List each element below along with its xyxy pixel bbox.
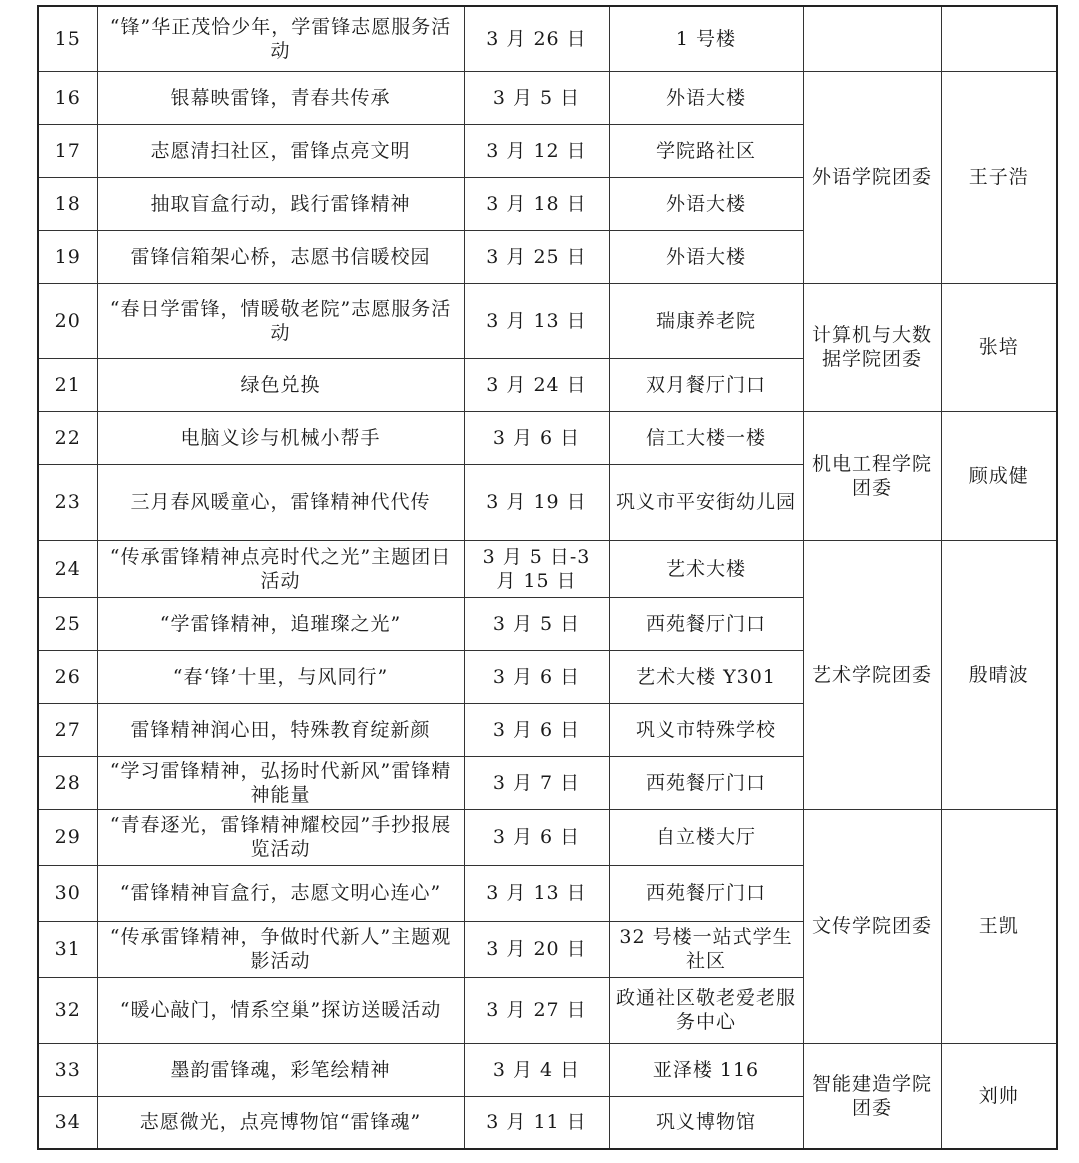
activity-date: 3 月 12 日 [464,124,609,177]
activity-place: 西苑餐厅门口 [609,756,803,809]
row-number: 31 [38,921,97,977]
activity-place: 艺术大楼 Y301 [609,650,803,703]
organizer-cell: 机电工程学院团委 [803,411,941,540]
row-number: 16 [38,71,97,124]
activity-date: 3 月 4 日 [464,1043,609,1096]
activity-place: 外语大楼 [609,71,803,124]
activity-place: 瑞康养老院 [609,283,803,358]
activity-date: 3 月 13 日 [464,865,609,921]
row-number: 18 [38,177,97,230]
organizer-cell: 艺术学院团委 [803,540,941,809]
activity-date: 3 月 7 日 [464,756,609,809]
row-number: 33 [38,1043,97,1096]
activity-place: 1 号楼 [609,6,803,71]
activity-date: 3 月 24 日 [464,358,609,411]
activity-date: 3 月 6 日 [464,650,609,703]
contact-person-cell: 刘帅 [941,1043,1057,1149]
organizer-cell: 智能建造学院团委 [803,1043,941,1149]
activity-title: 志愿清扫社区，雷锋点亮文明 [97,124,464,177]
activity-date: 3 月 5 日 [464,71,609,124]
activity-title: 墨韵雷锋魂，彩笔绘精神 [97,1043,464,1096]
activity-place: 巩义市特殊学校 [609,703,803,756]
row-number: 27 [38,703,97,756]
table-row [38,540,1057,597]
activity-place: 自立楼大厅 [609,809,803,865]
activity-title: 银幕映雷锋，青春共传承 [97,71,464,124]
table-row [38,6,1057,71]
activity-title: “传承雷锋精神，争做时代新人”主题观影活动 [97,921,464,977]
table-row [38,1043,1057,1096]
activity-title: “传承雷锋精神点亮时代之光”主题团日活动 [97,540,464,597]
activity-date: 3 月 18 日 [464,177,609,230]
table-row [38,283,1057,358]
activity-place: 艺术大楼 [609,540,803,597]
contact-person-cell: 顾成健 [941,411,1057,540]
activity-date: 3 月 13 日 [464,283,609,358]
activity-date: 3 月 26 日 [464,6,609,71]
activity-place: 外语大楼 [609,230,803,283]
activity-date: 3 月 25 日 [464,230,609,283]
row-number: 22 [38,411,97,464]
contact-person-cell [941,6,1057,71]
activity-title: “锋”华正茂恰少年，学雷锋志愿服务活动 [97,6,464,71]
row-number: 20 [38,283,97,358]
activity-date: 3 月 20 日 [464,921,609,977]
contact-person-cell: 殷晴波 [941,540,1057,809]
activity-title: 雷锋信箱架心桥，志愿书信暖校园 [97,230,464,283]
activity-place: 巩义市平安街幼儿园 [609,464,803,540]
row-number: 32 [38,977,97,1043]
activity-date: 3 月 6 日 [464,411,609,464]
activity-place: 政通社区敬老爱老服务中心 [609,977,803,1043]
activity-date: 3 月 19 日 [464,464,609,540]
activity-date: 3 月 27 日 [464,977,609,1043]
activity-title: 三月春风暖童心，雷锋精神代代传 [97,464,464,540]
row-number: 21 [38,358,97,411]
activity-date: 3 月 5 日 [464,597,609,650]
activity-title: “春‘锋’十里，与风同行” [97,650,464,703]
activity-place: 32 号楼一站式学生社区 [609,921,803,977]
activity-title: 志愿微光，点亮博物馆“雷锋魂” [97,1096,464,1149]
row-number: 24 [38,540,97,597]
activity-place: 双月餐厅门口 [609,358,803,411]
row-number: 19 [38,230,97,283]
activity-title: 绿色兑换 [97,358,464,411]
organizer-cell [803,6,941,71]
activity-title: 电脑义诊与机械小帮手 [97,411,464,464]
organizer-cell: 外语学院团委 [803,71,941,283]
activity-title: “青春逐光，雷锋精神耀校园”手抄报展览活动 [97,809,464,865]
activity-title: 抽取盲盒行动，践行雷锋精神 [97,177,464,230]
activity-place: 西苑餐厅门口 [609,597,803,650]
activity-place: 外语大楼 [609,177,803,230]
table-row [38,411,1057,464]
activity-place: 西苑餐厅门口 [609,865,803,921]
activity-title: “春日学雷锋，情暖敬老院”志愿服务活动 [97,283,464,358]
activity-title: “学雷锋精神，追璀璨之光” [97,597,464,650]
activity-place: 学院路社区 [609,124,803,177]
activity-schedule-table [37,5,1058,1150]
activity-title: 雷锋精神润心田，特殊教育绽新颜 [97,703,464,756]
row-number: 25 [38,597,97,650]
organizer-cell: 计算机与大数据学院团委 [803,283,941,411]
activity-date: 3 月 6 日 [464,809,609,865]
row-number: 26 [38,650,97,703]
contact-person-cell: 张培 [941,283,1057,411]
activity-place: 巩义博物馆 [609,1096,803,1149]
organizer-cell: 文传学院团委 [803,809,941,1043]
activity-title: “雷锋精神盲盒行，志愿文明心连心” [97,865,464,921]
row-number: 29 [38,809,97,865]
activity-place: 亚泽楼 116 [609,1043,803,1096]
activity-date: 3 月 5 日-3 月 15 日 [464,540,609,597]
activity-date: 3 月 11 日 [464,1096,609,1149]
activity-date: 3 月 6 日 [464,703,609,756]
activity-title: “学习雷锋精神，弘扬时代新风”雷锋精神能量 [97,756,464,809]
row-number: 30 [38,865,97,921]
table-row [38,71,1057,124]
contact-person-cell: 王子浩 [941,71,1057,283]
row-number: 23 [38,464,97,540]
contact-person-cell: 王凯 [941,809,1057,1043]
activity-title: “暖心敲门，情系空巢”探访送暖活动 [97,977,464,1043]
row-number: 15 [38,6,97,71]
activity-place: 信工大楼一楼 [609,411,803,464]
row-number: 34 [38,1096,97,1149]
table-row [38,809,1057,865]
row-number: 28 [38,756,97,809]
row-number: 17 [38,124,97,177]
